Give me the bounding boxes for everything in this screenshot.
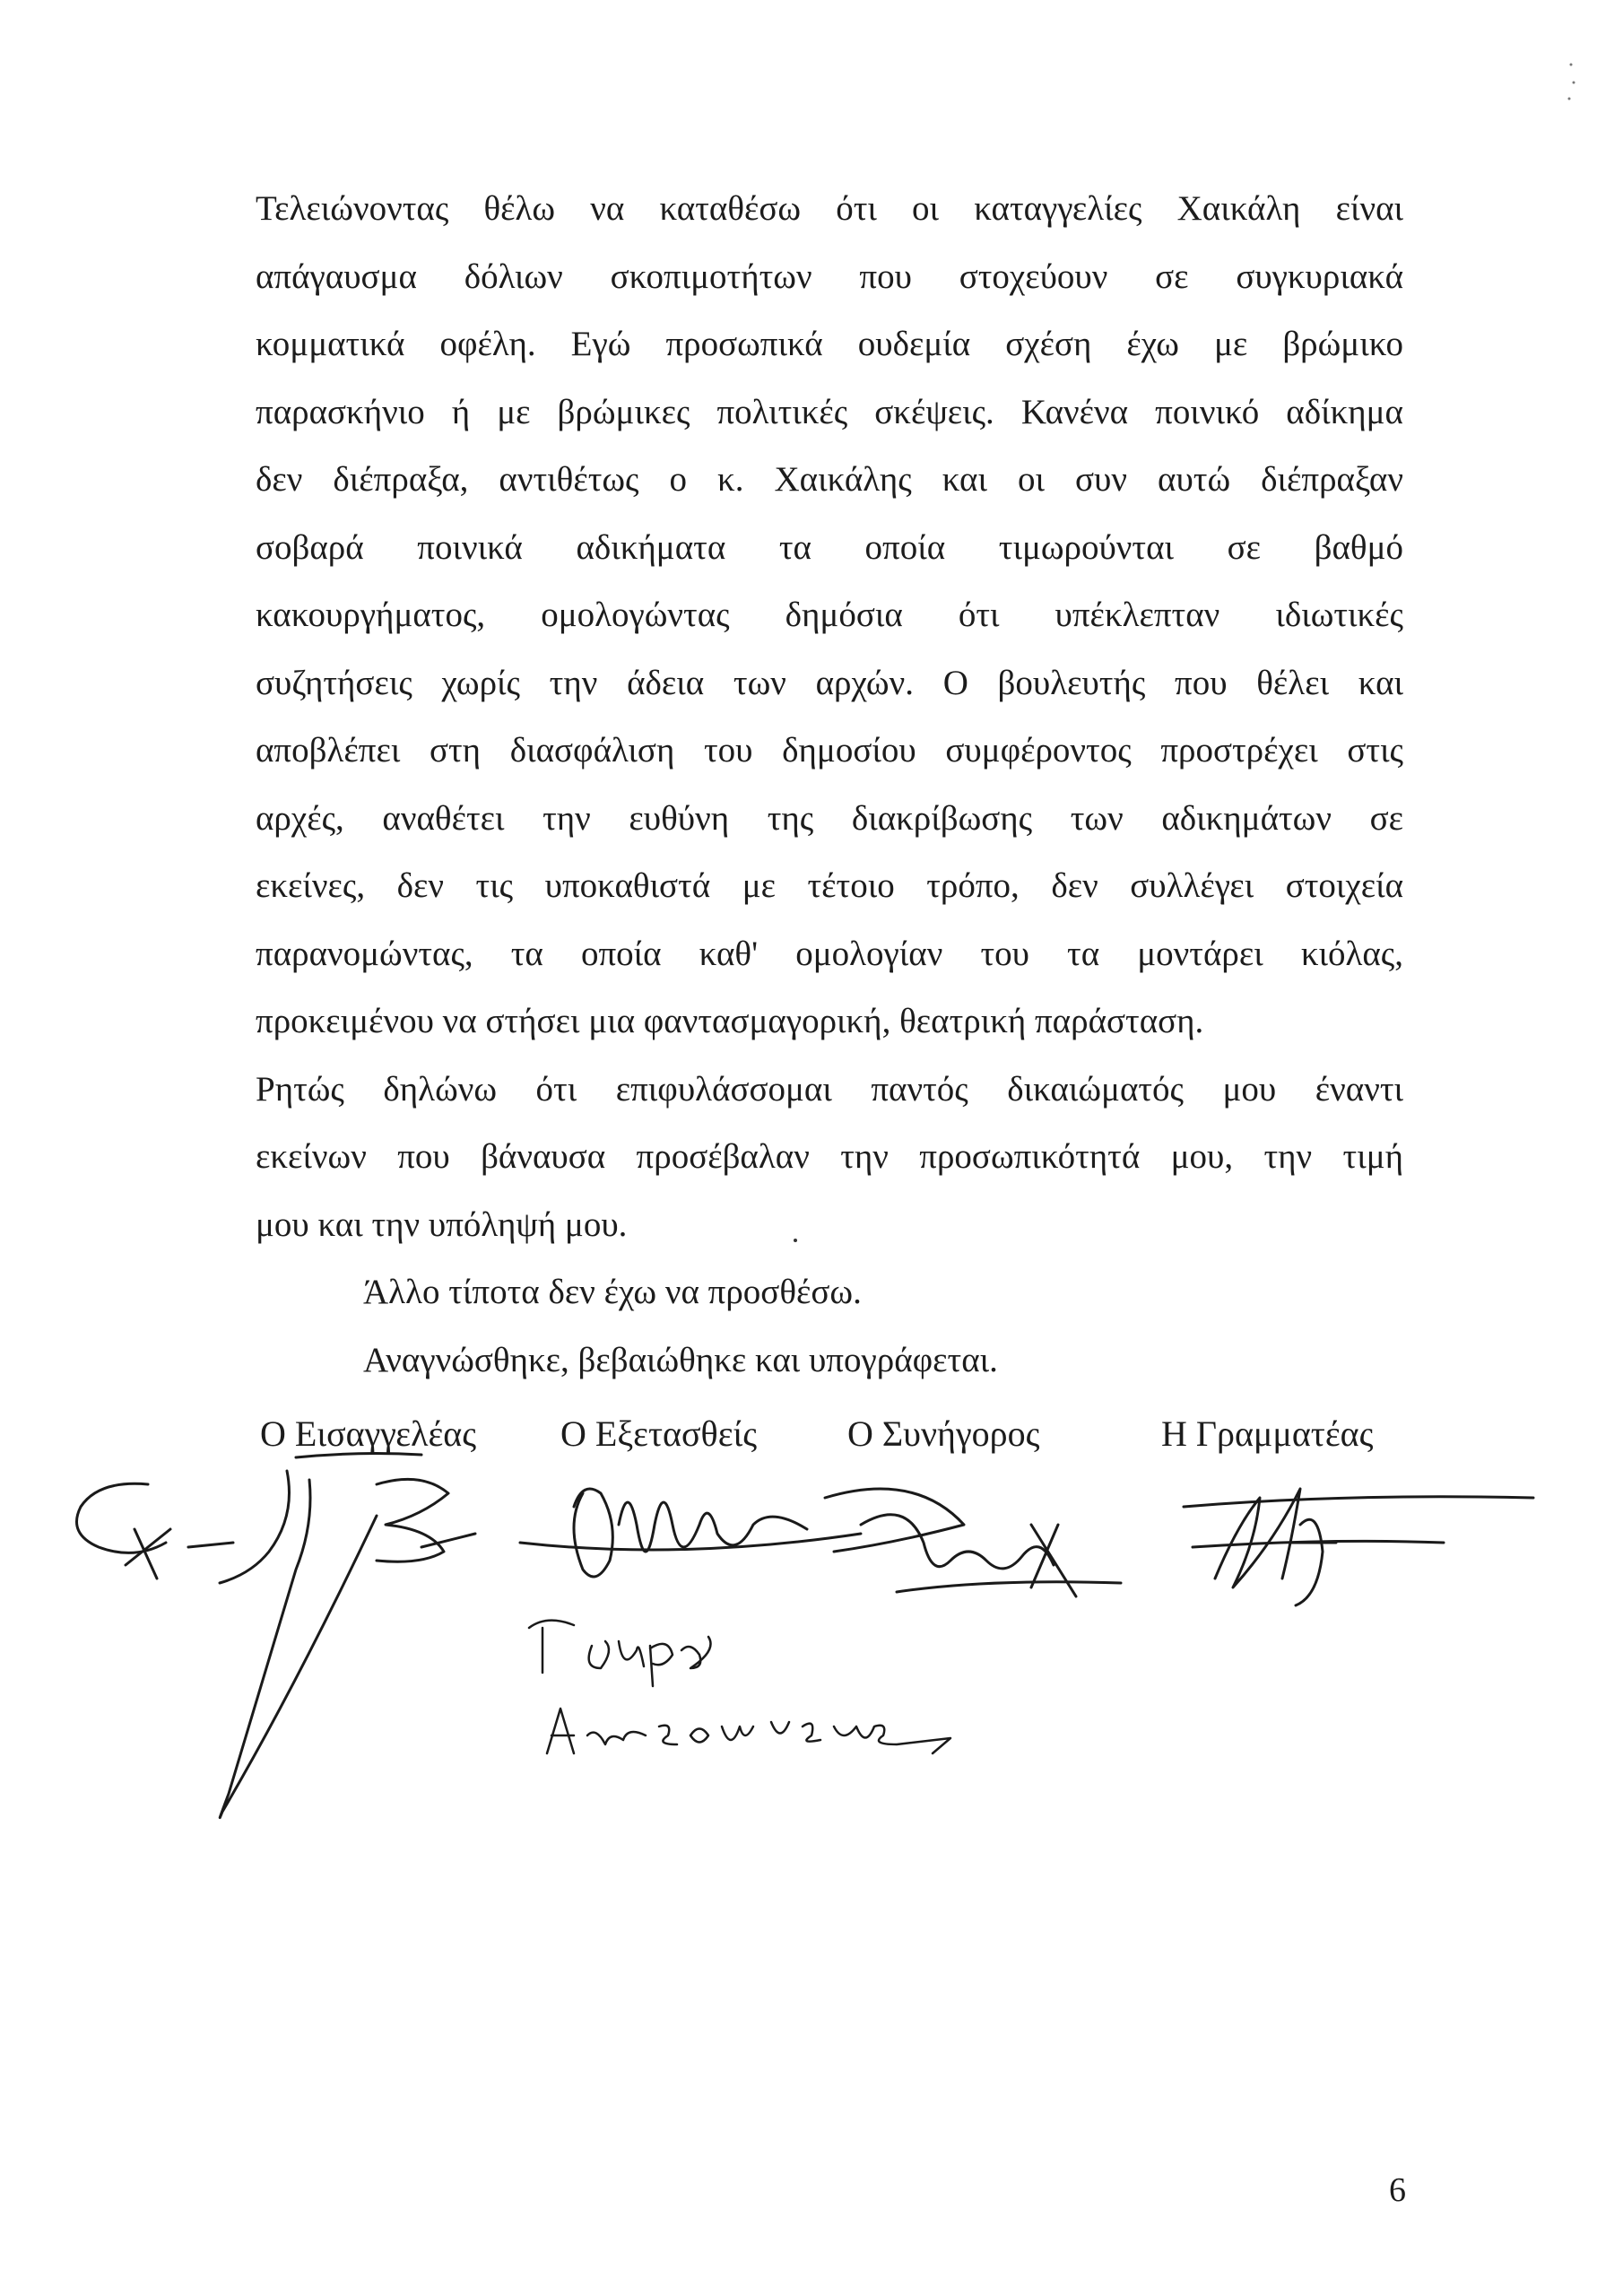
page-number: 6 <box>1389 2171 1406 2209</box>
closing-statement: Άλλο τίποτα δεν έχω να προσθέσω. <box>363 1273 862 1311</box>
scan-speck <box>1570 64 1573 66</box>
text-line: αποβλέπει στη διασφάλιση του δημοσίου συμφέροντος προστρέχει στις <box>256 731 1403 770</box>
counsel-label: Ο Συνήγορος <box>847 1413 1040 1454</box>
text-line: σοβαρά ποινικά αδικήματα τα οποία τιμωρούνται σε βαθμό <box>256 527 1403 567</box>
text-line: αρχές, αναθέτει την ευθύνη της διακρίβωσης των αδικημάτων σε <box>256 798 1403 838</box>
scan-speck <box>1568 98 1571 100</box>
scan-speck <box>1573 82 1575 84</box>
text-line: παρασκήνιο ή με βρώμικες πολιτικές σκέψεις. Κανένα ποινικό αδίκημα <box>256 392 1403 431</box>
prosecutor-strike-mark <box>296 1454 421 1457</box>
text-line: δεν διέπραξα, αντιθέτως ο κ. Χαικάλης και οι συν αυτώ διέπραξαν <box>256 460 1403 499</box>
text-line: προκειμένου να στήσει μια φαντασμαγορική, θεατρική παράσταση. <box>256 1002 1204 1040</box>
text-line: Ρητώς δηλώνω ότι επιφυλάσσομαι παντός δικαιώματός μου έναντι <box>256 1069 1403 1109</box>
counsel-signature <box>825 1489 1121 1596</box>
text-line: εκείνων που βάναυσα προσέβαλαν την προσωπικότητά μου, την τιμή <box>256 1137 1403 1176</box>
examinee-signature <box>520 1489 861 1577</box>
handwritten-name-line-1: Γιωργος <box>717 1667 724 1669</box>
read-and-signed-statement: Αναγνώσθηκε, βεβαιώθηκε και υπογράφεται. <box>363 1340 998 1379</box>
text-line: Τελειώνοντας θέλω να καταθέσω ότι οι καταγγελίες Χαικάλη είναι <box>256 189 1403 228</box>
examinee-label: Ο Εξετασθείς <box>560 1413 758 1454</box>
text-line: παρανομώντας, τα οποία καθ' ομολογίαν του τα μοντάρει κιόλας, <box>256 934 1403 973</box>
prosecutor-label-text: Ο Εισαγγελέας <box>260 1413 477 1454</box>
secretary-signature <box>1184 1489 1533 1605</box>
text-line: μου και την υπόληψή μου. <box>256 1205 628 1244</box>
handwritten-name <box>529 1621 950 1753</box>
secretary-label: Η Γραμματέας <box>1161 1413 1374 1454</box>
text-line: απάγαυσμα δόλιων σκοπιμοτήτων που στοχεύουν σε συγκυριακά <box>256 257 1403 296</box>
text-line: συζητήσεις χωρίς την άδεια των αρχών. Ο βουλευτής που θέλει και <box>256 663 1403 702</box>
text-line: εκείνες, δεν τις υποκαθιστά με τέτοιο τρόπο, δεν συλλέγει στοιχεία <box>256 866 1403 905</box>
text-line: κακουργήματος, ομολογώντας δημόσια ότι υπέκλεπταν ιδιωτικές <box>256 596 1403 634</box>
ink-dot <box>794 1239 797 1242</box>
text-line: κομματικά οφέλη. Εγώ προσωπικά ουδεμία σχέση έχω με βρώμικο <box>256 325 1403 363</box>
handwritten-name-line-2: Αναγνωστοπουλος <box>717 1748 731 1750</box>
prosecutor-signature <box>77 1471 476 1818</box>
